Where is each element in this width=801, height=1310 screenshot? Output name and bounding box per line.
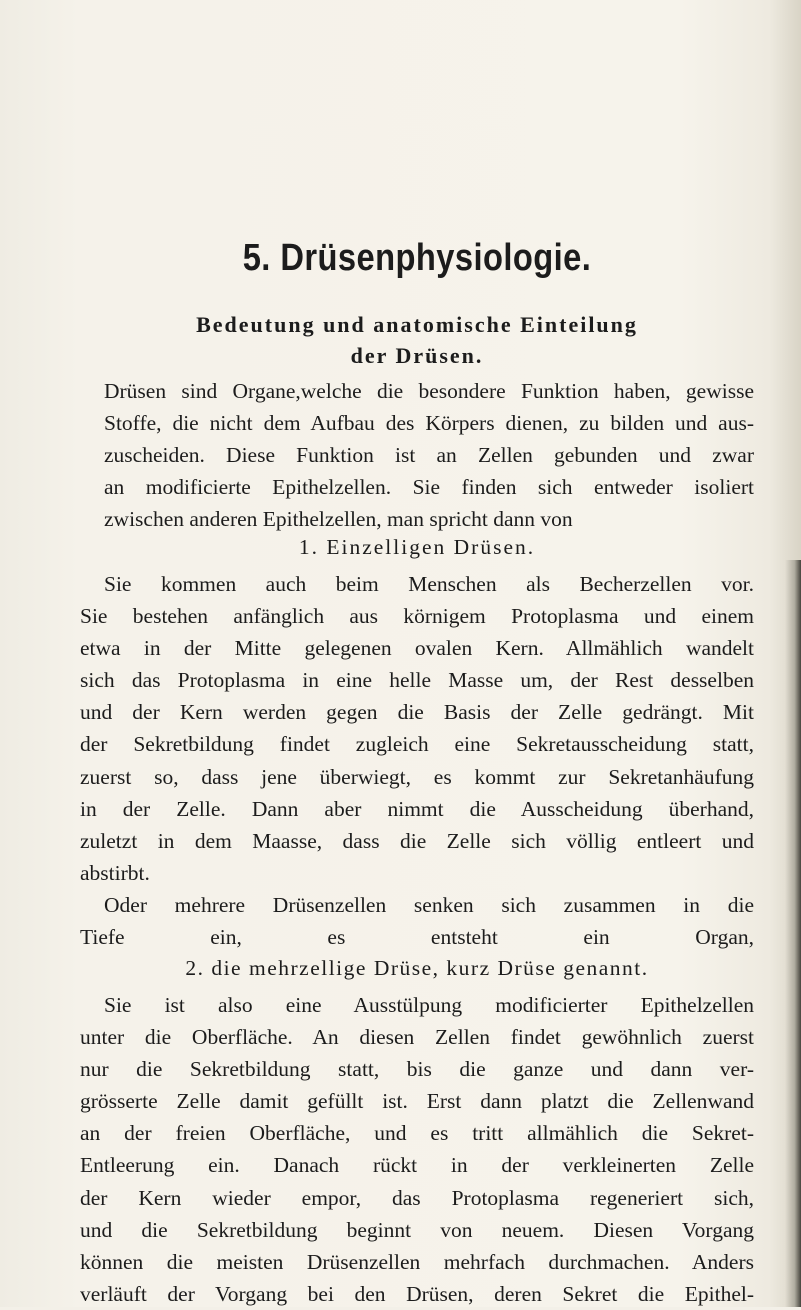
text-line: der Sekretbildung findet zugleich eine Sekretausscheidung statt, <box>80 732 754 757</box>
text-line: etwa in der Mitte gelegenen ovalen Kern. Allmählich wandelt <box>80 636 754 661</box>
text-line: der Kern wieder empor, das Protoplasma regeneriert sich, <box>80 1185 754 1210</box>
text-line: zuletzt in dem Maasse, dass die Zelle sich völlig entleert und <box>80 828 754 853</box>
text-line: unter die Oberfläche. An diesen Zellen findet gewöhnlich zuerst <box>80 1025 754 1050</box>
text-line: abstirbt. <box>80 860 150 885</box>
text-line: Sie kommen auch beim Menschen als Becherzellen vor. <box>104 572 754 596</box>
text-line: Tiefe ein, es entsteht ein Organ, <box>80 925 754 950</box>
text-line: Sie ist also eine Ausstülpung modificierter Epithelzellen <box>104 993 754 1017</box>
text-line: an modificierte Epithelzellen. Sie finden sich entweder isoliert <box>104 475 754 500</box>
chapter-title: 5. Drüsenphysiologie. <box>242 237 592 279</box>
text-line: an der freien Oberfläche, und es tritt allmählich die Sekret- <box>80 1121 754 1146</box>
section-title-line2: der Drüsen. <box>350 343 484 368</box>
paragraph-4 <box>80 989 754 1310</box>
paragraph-3 <box>80 889 754 953</box>
text-line: Oder mehrere Drüsenzellen senken sich zusammen in die <box>104 893 754 917</box>
text-line: Drüsen sind Organe,welche die besondere Funktion haben, gewisse <box>104 379 754 403</box>
text-line: nur die Sekretbildung statt, bis die ganze und dann ver- <box>80 1057 754 1082</box>
text-line: zwischen anderen Epithelzellen, man spricht dann von <box>104 507 573 532</box>
text-line: und der Kern werden gegen die Basis der Zelle gedrängt. Mit <box>80 700 754 725</box>
text-line: verläuft der Vorgang bei den Drüsen, deren Sekret die Epithel- <box>80 1281 754 1306</box>
text-line: zuscheiden. Diese Funktion ist an Zellen gebunden und zwar <box>104 443 754 468</box>
text-line: können die meisten Drüsenzellen mehrfach durchmachen. Anders <box>80 1249 754 1274</box>
paragraph-2 <box>80 568 754 889</box>
text-line: Sie bestehen anfänglich aus körnigem Protoplasma und einem <box>80 604 754 629</box>
text-line: Stoffe, die nicht dem Aufbau des Körpers dienen, zu bilden und aus- <box>104 411 754 436</box>
text-line: Entleerung ein. Danach rückt in der verkleinerten Zelle <box>80 1153 754 1178</box>
paragraph-1 <box>80 375 754 535</box>
section-title-line1: Bedeutung und anatomische Einteilung <box>196 312 638 337</box>
text-line: grösserte Zelle damit gefüllt ist. Erst dann platzt die Zellenwand <box>80 1089 754 1114</box>
text-line: und die Sekretbildung beginnt von neuem. Diesen Vorgang <box>80 1217 754 1242</box>
page-edge-shadow <box>785 560 801 1307</box>
heading-einzellige-druesen: 1. Einzelligen Drüsen. <box>298 535 536 559</box>
text-line: zuerst so, dass jene überwiegt, es kommt zur Sekretanhäufung <box>80 764 754 789</box>
text-line: sich das Protoplasma in eine helle Masse um, der Rest desselben <box>80 668 754 693</box>
text-line: in der Zelle. Dann aber nimmt die Ausscheidung überhand, <box>80 796 754 821</box>
heading-mehrzellige-druese: 2. die mehrzellige Drüse, kurz Drüse genannt. <box>185 956 649 980</box>
